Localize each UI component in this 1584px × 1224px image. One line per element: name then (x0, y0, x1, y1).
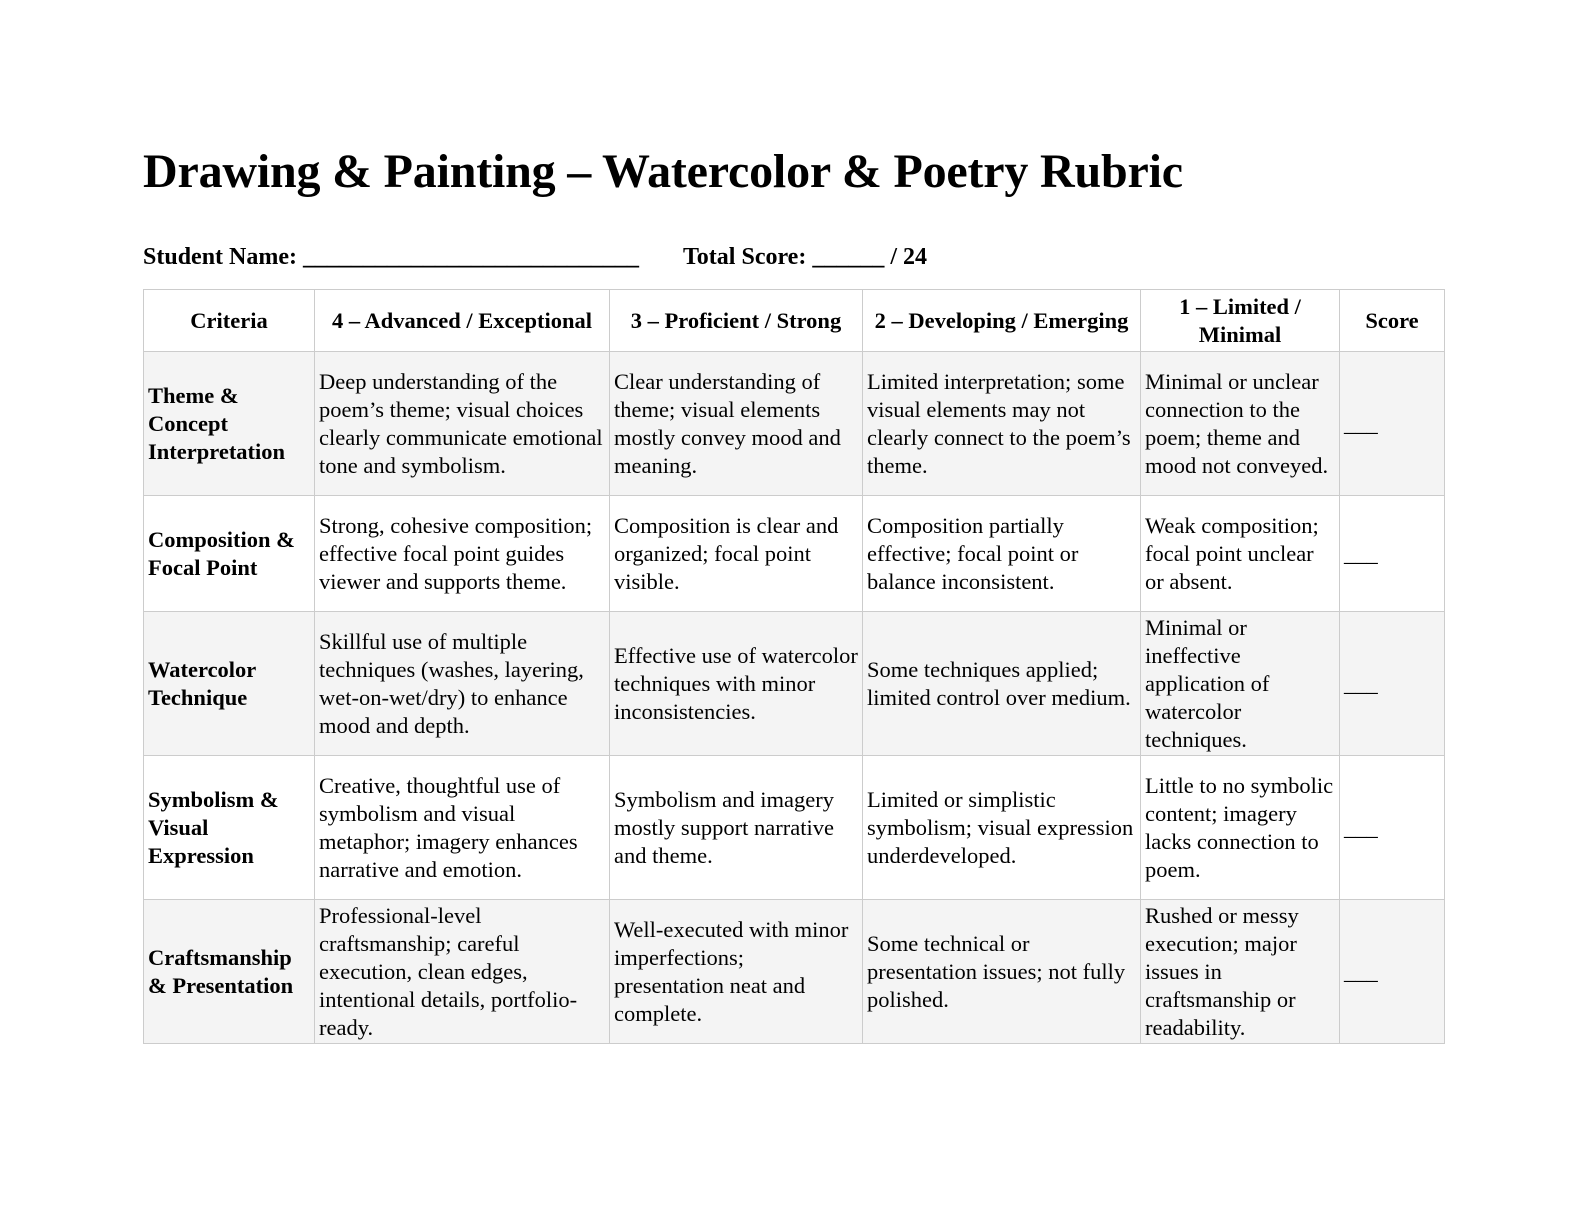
developing-cell: Limited or simplistic symbolism; visual expression underdeveloped. (863, 756, 1141, 900)
score-blank: ___ (1340, 900, 1445, 1044)
criteria-cell: Composition & Focal Point (144, 496, 315, 612)
limited-cell: Rushed or messy execution; major issues in craftsmanship or readability. (1141, 900, 1340, 1044)
criteria-cell: Symbolism & Visual Expression (144, 756, 315, 900)
table-row (144, 900, 1445, 1044)
score-blank: ___ (1340, 756, 1445, 900)
rubric-page (143, 138, 1443, 1040)
header-advanced: 4 – Advanced / Exceptional (315, 290, 610, 352)
header-score: Score (1340, 290, 1445, 352)
limited-cell: Minimal or unclear connection to the poem; theme and mood not conveyed. (1141, 352, 1340, 496)
developing-cell: Limited interpretation; some visual elements may not clearly connect to the poem’s theme. (863, 352, 1141, 496)
limited-cell: Little to no symbolic content; imagery lacks connection to poem. (1141, 756, 1340, 900)
table-row (144, 756, 1445, 900)
proficient-cell: Symbolism and imagery mostly support narrative and theme. (610, 756, 863, 900)
developing-cell: Some techniques applied; limited control over medium. (863, 612, 1141, 756)
advanced-cell: Skillful use of multiple techniques (washes, layering, wet-on-wet/dry) to enhance mood and depth. (315, 612, 610, 756)
rubric-table (143, 289, 1445, 1044)
advanced-cell: Strong, cohesive composition; effective focal point guides viewer and supports theme. (315, 496, 610, 612)
header-developing: 2 – Developing / Emerging (863, 290, 1141, 352)
header-limited: 1 – Limited / Minimal (1141, 290, 1340, 352)
student-name-field: Student Name: ____________________________ (143, 244, 639, 270)
advanced-cell: Deep understanding of the poem’s theme; visual choices clearly communicate emotional tone and symbolism. (315, 352, 610, 496)
table-row (144, 612, 1445, 756)
limited-cell: Minimal or ineffective application of watercolor techniques. (1141, 612, 1340, 756)
limited-cell: Weak composition; focal point unclear or absent. (1141, 496, 1340, 612)
advanced-cell: Creative, thoughtful use of symbolism and visual metaphor; imagery enhances narrative and emotion. (315, 756, 610, 900)
proficient-cell: Well-executed with minor imperfections; presentation neat and complete. (610, 900, 863, 1044)
proficient-cell: Effective use of watercolor techniques with minor inconsistencies. (610, 612, 863, 756)
advanced-cell: Professional-level craftsmanship; careful execution, clean edges, intentional details, portfolio-ready. (315, 900, 610, 1044)
table-header-row (144, 290, 1445, 352)
criteria-cell: Craftsmanship & Presentation (144, 900, 315, 1044)
student-info-line (143, 243, 1443, 271)
criteria-cell: Theme & Concept Interpretation (144, 352, 315, 496)
score-blank: ___ (1340, 496, 1445, 612)
developing-cell: Composition partially effective; focal point or balance inconsistent. (863, 496, 1141, 612)
table-row (144, 496, 1445, 612)
developing-cell: Some technical or presentation issues; not fully polished. (863, 900, 1141, 1044)
total-score-field: Total Score: ______ / 24 (683, 244, 927, 270)
page-title: Drawing & Painting – Watercolor & Poetry Rubric (143, 145, 1183, 198)
header-proficient: 3 – Proficient / Strong (610, 290, 863, 352)
criteria-cell: Watercolor Technique (144, 612, 315, 756)
score-blank: ___ (1340, 352, 1445, 496)
proficient-cell: Composition is clear and organized; focal point visible. (610, 496, 863, 612)
proficient-cell: Clear understanding of theme; visual elements mostly convey mood and meaning. (610, 352, 863, 496)
header-criteria: Criteria (144, 290, 315, 352)
score-blank: ___ (1340, 612, 1445, 756)
table-row (144, 352, 1445, 496)
